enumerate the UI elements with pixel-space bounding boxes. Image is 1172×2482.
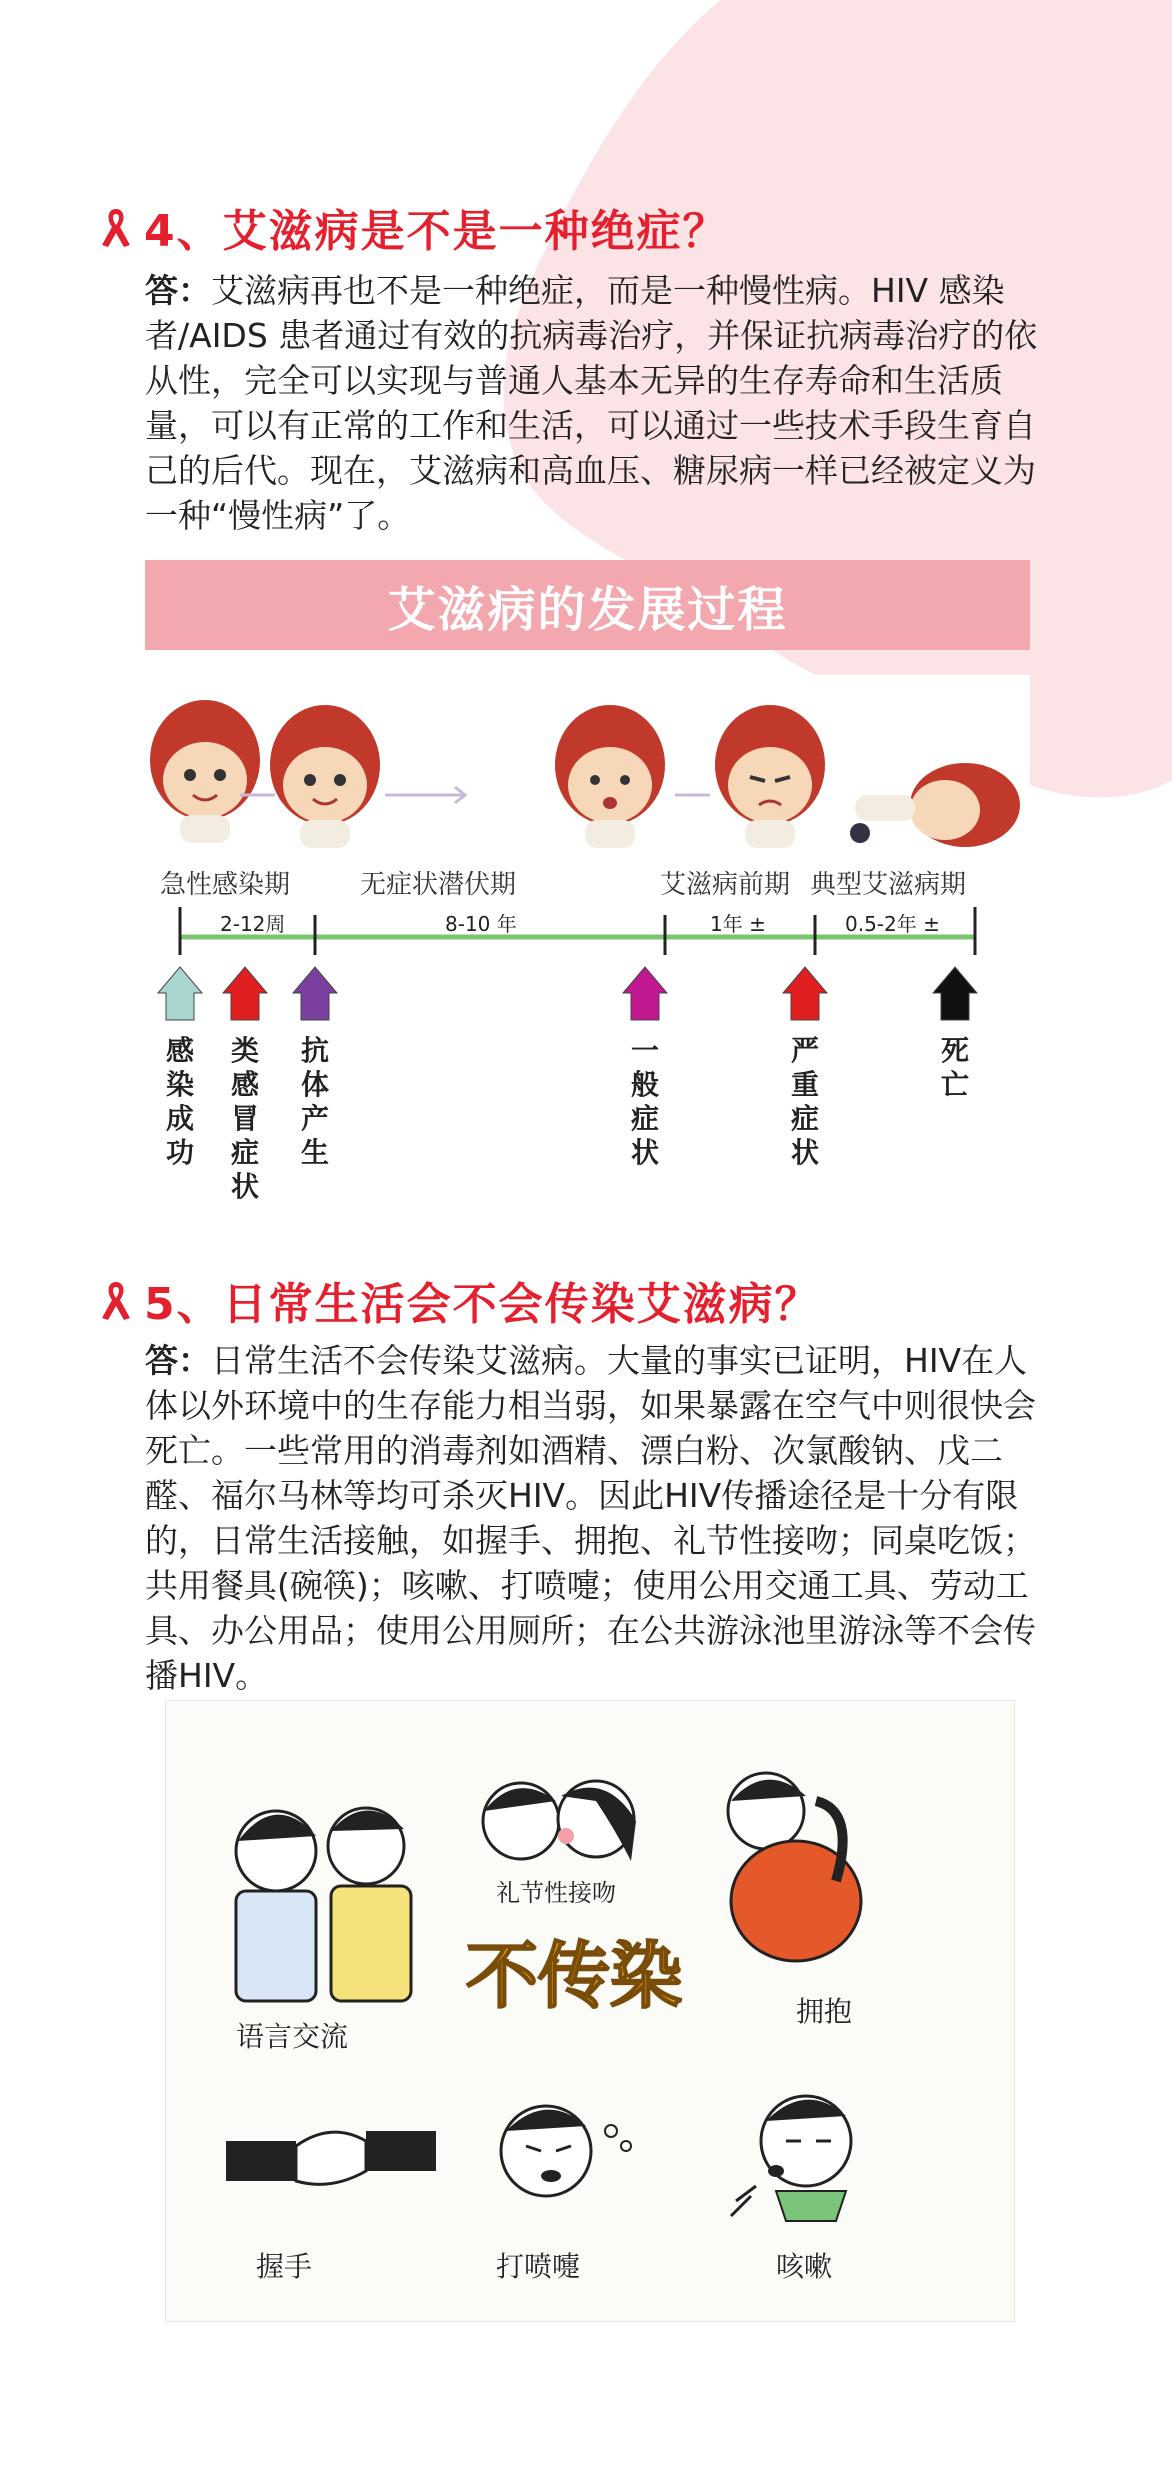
duration-label: 0.5-2年 ±	[845, 912, 940, 936]
illustration-label: 语言交流	[236, 2020, 349, 2053]
question-5-title-text: 5、日常生活会不会传染艾滋病？	[144, 1279, 821, 1330]
phase-label: 无症状潜伏期	[360, 870, 517, 900]
event-arrow	[158, 967, 202, 1020]
illustration-label: 咳嗽	[776, 2250, 833, 2283]
answer-4-label: 答：	[145, 271, 211, 310]
hiv-progression-timeline	[145, 675, 1030, 1220]
illustration-label: 打喷嚏	[496, 2250, 581, 2283]
illustration-label: 礼节性接吻	[496, 1879, 616, 1907]
character-lying-down	[850, 763, 1020, 847]
event-label: 严重症状	[790, 1034, 820, 1169]
progression-banner	[145, 560, 1030, 650]
character-healthy-1	[150, 700, 260, 843]
event-label: 抗体产生	[300, 1034, 330, 1169]
talking-people-drawing	[236, 1808, 411, 2001]
banner-title: 艾滋病的发展过程	[387, 581, 788, 638]
event-label: 一般症状	[630, 1034, 660, 1169]
phase-label: 急性感染期	[160, 870, 291, 900]
sneezing-person-drawing	[501, 2106, 631, 2196]
question-4-title	[98, 195, 729, 259]
character-symptom-1	[555, 705, 665, 848]
event-label: 死亡	[940, 1034, 970, 1101]
red-ribbon-icon	[98, 1278, 134, 1322]
no-transmission-illustration	[165, 1700, 1015, 2322]
illustration-label: 握手	[256, 2250, 313, 2283]
kissing-couple-drawing	[483, 1781, 636, 1861]
answer-4-paragraph	[145, 268, 1045, 538]
question-5-title	[98, 1268, 821, 1332]
event-arrow	[933, 967, 977, 1020]
event-arrow	[293, 967, 337, 1020]
character-healthy-2	[270, 705, 380, 848]
character-symptom-2	[715, 705, 825, 848]
illustration-label: 拥抱	[796, 1995, 853, 2028]
event-arrow	[623, 967, 667, 1020]
answer-5-text: 日常生活不会传染艾滋病。大量的事实已证明，HIV在人体以外环境中的生存能力相当弱，如果暴露在空气中则很快会死亡。一些常用的消毒剂如酒精、漂白粉、次氯酸钠、戊二醛、福尔马林等均可杀灭HIV。因此HIV传播途径是十分有限的，日常生活接触，如握手、拥抱、礼节性接吻；同桌吃饭；共用餐具(碗筷)；咳嗽、打喷嚏；使用公用交通工具、劳动工具、办公用品；使用公用厕所；在公共游泳池里游泳等不会传播HIV。	[145, 1341, 1036, 1695]
question-4-title-text: 4、艾滋病是不是一种绝症？	[144, 206, 729, 257]
answer-4-text: 艾滋病再也不是一种绝症，而是一种慢性病。HIV 感染者/AIDS 患者通过有效的抗病毒治疗，并保证抗病毒治疗的依从性，完全可以实现与普通人基本无异的生存寿命和生活质量，可以有正常的工作和生活，可以通过一些技术手段生育自己的后代。现在，艾滋病和高血压、糖尿病一样已经被定义为一种“慢性病”了。	[145, 271, 1038, 535]
answer-5-label: 答：	[145, 1341, 211, 1380]
no-transmission-label: 不传染	[466, 1934, 683, 2018]
duration-label: 2-12周	[220, 912, 286, 936]
event-label: 类感冒症状	[230, 1034, 260, 1203]
duration-label: 1年 ±	[710, 912, 766, 936]
duration-label: 8-10 年	[445, 912, 517, 936]
red-ribbon-icon	[98, 205, 134, 249]
coughing-person-drawing	[731, 2096, 851, 2221]
event-arrow	[223, 967, 267, 1020]
event-arrow	[783, 967, 827, 1020]
handshake-drawing	[226, 2131, 436, 2184]
hugging-people-drawing	[728, 1773, 861, 1961]
phase-label: 典型艾滋病期	[810, 870, 967, 900]
event-label: 感染成功	[165, 1034, 195, 1169]
timeline-graphic	[145, 675, 1030, 1220]
phase-label: 艾滋病前期	[660, 870, 791, 900]
answer-5-paragraph	[145, 1338, 1045, 1698]
